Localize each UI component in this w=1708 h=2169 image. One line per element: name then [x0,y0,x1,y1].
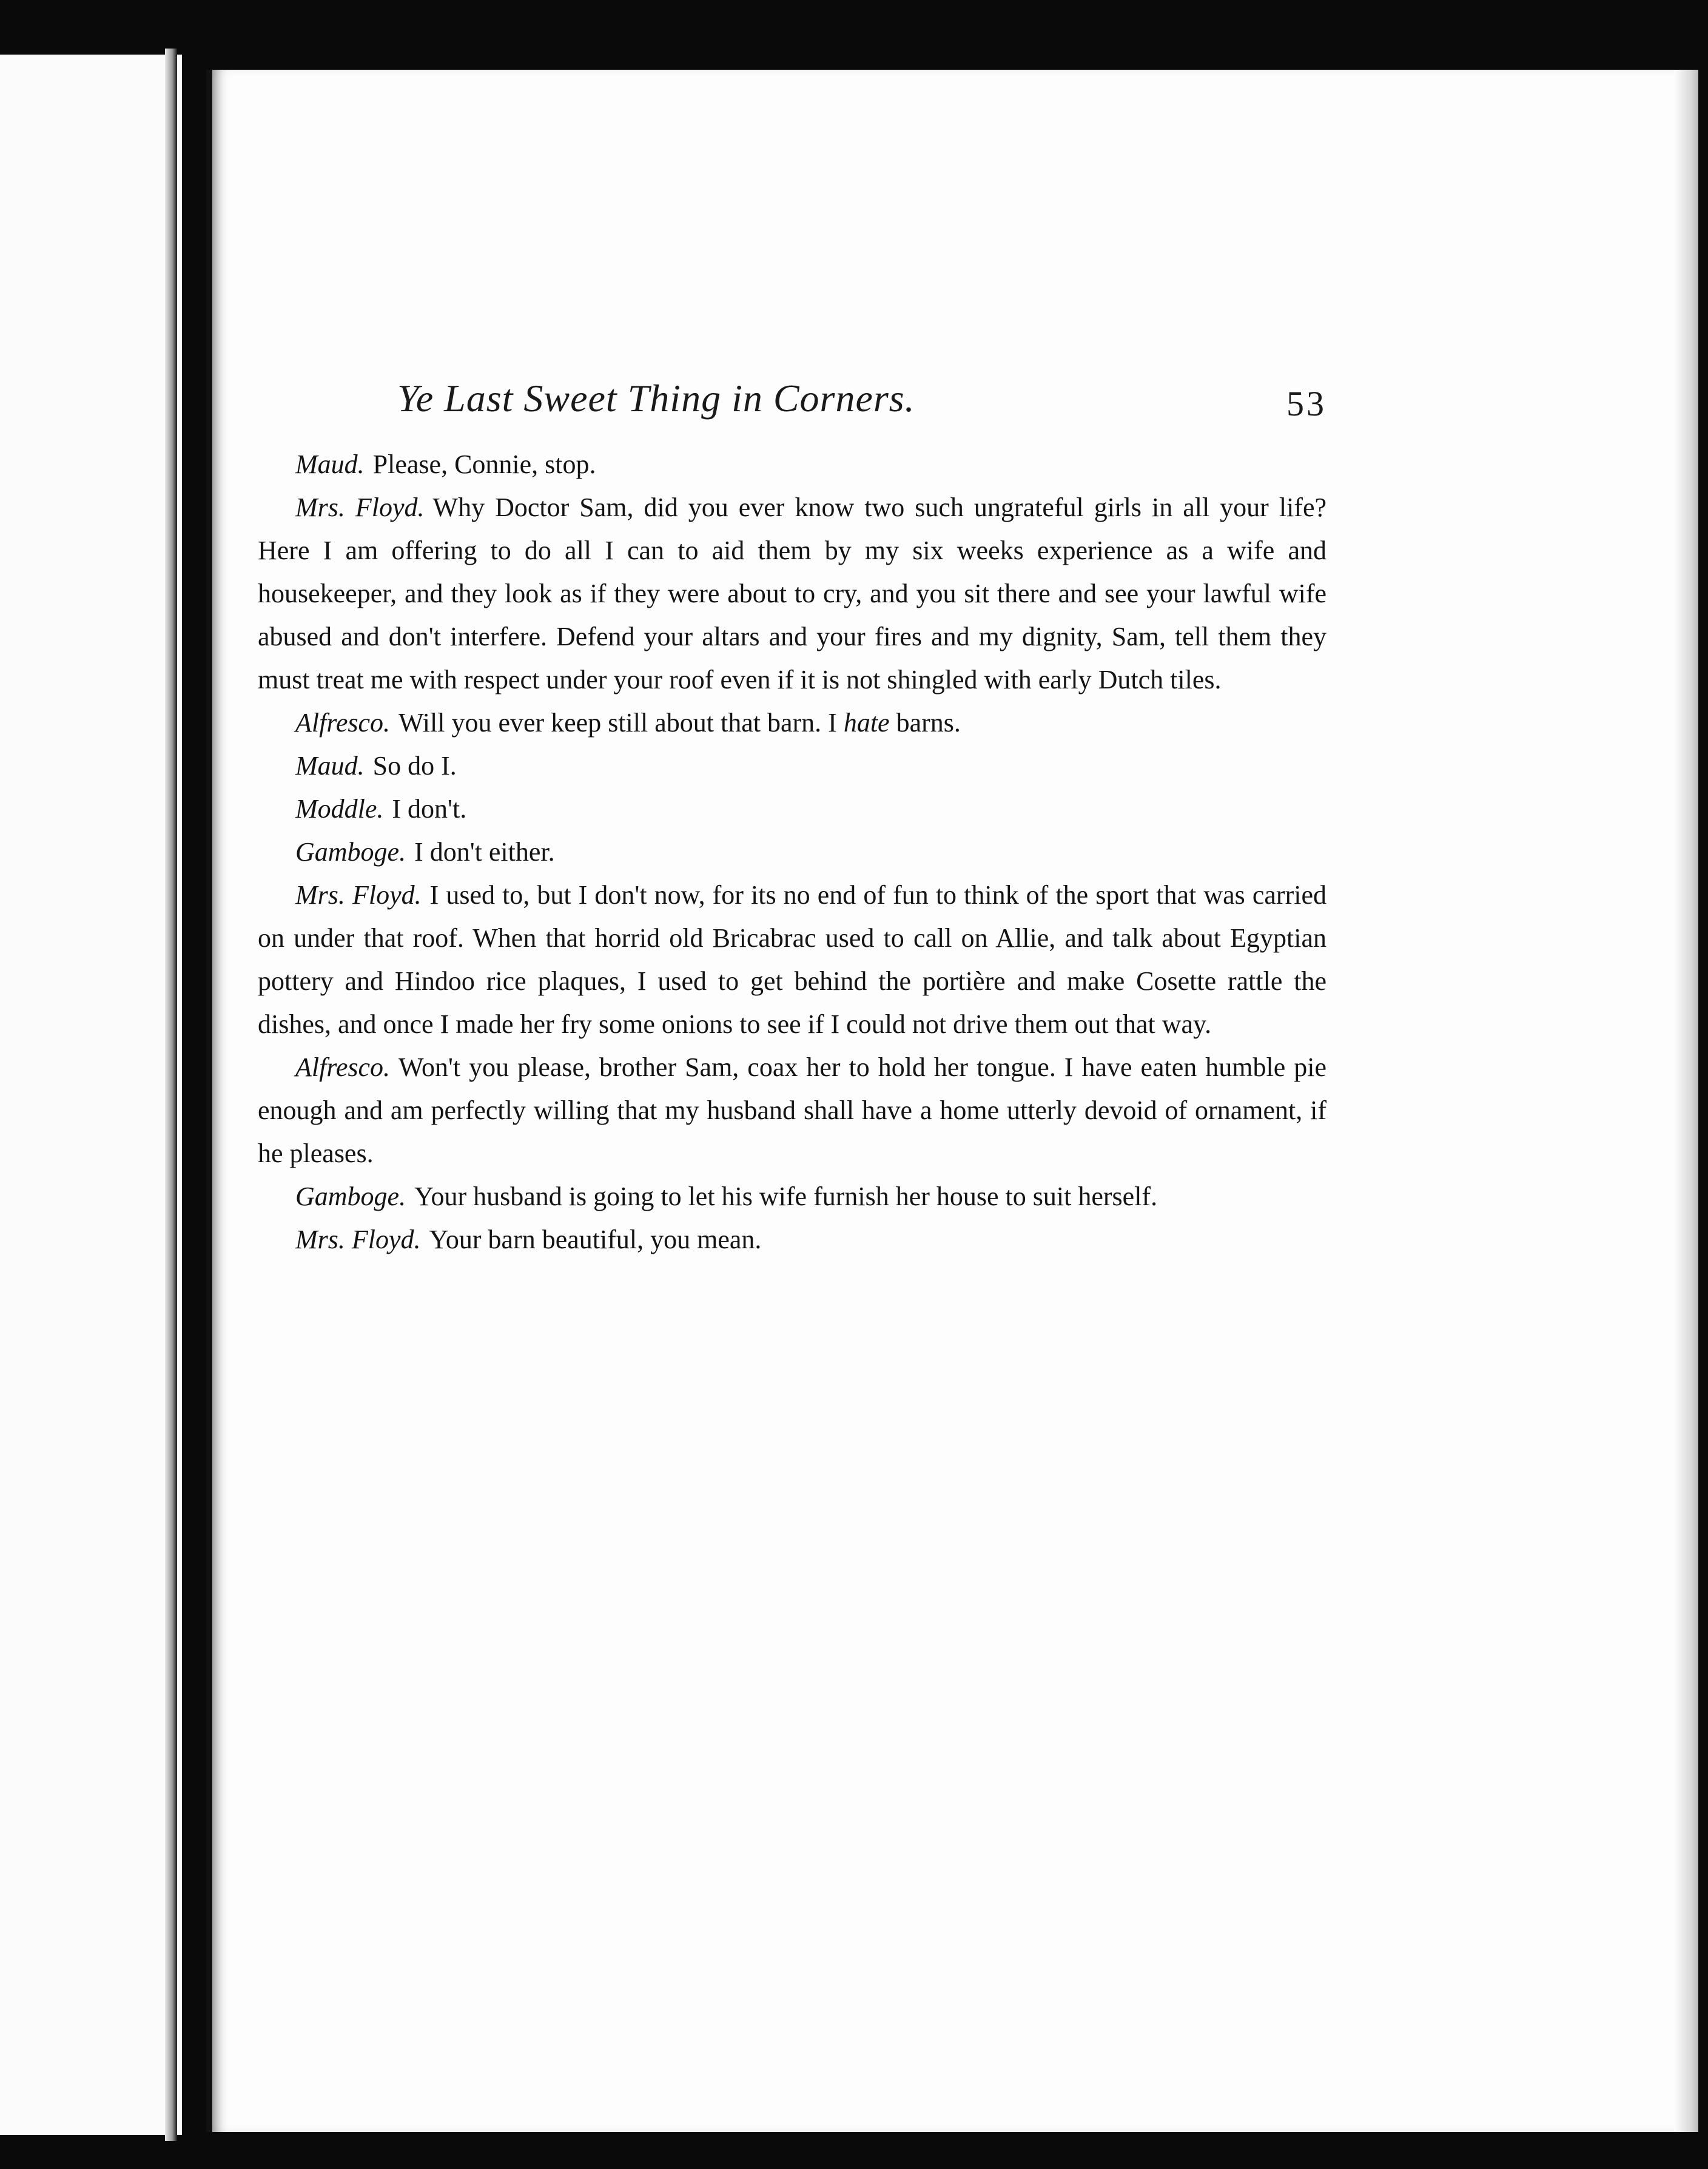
speech-text: I used to, but I don't now, for its no end of fun to think of the sport that was carried on under that roof. When that horrid old Bricabrac used to call on Allie, and talk about Egyptian pottery and Hindoo rice plaques, I used to get behind the portière and make Cosette rattle the dishes, and once I made her fry some onions to see if I could not drive them out that way. [258,880,1326,1039]
speech-paragraph [258,443,1326,486]
speech-text: Why Doctor Sam, did you ever know two such ungrateful girls in all your life? Here I am offering to do all I can to aid them by my six weeks experience as a wife and housekeeper, and they look as if they were about to cry, and you sit there and see your lawful wife abused and don't interfere. Defend your altars and your fires and my dignity, Sam, tell them they must treat me with respect under your roof even if it is not shingled with early Dutch tiles. [258,493,1327,694]
page-gutter-shadow [165,49,177,2141]
running-head [258,376,1326,443]
speaker-name: Gamboge. [295,837,406,867]
speech-text: Your barn beautiful, you mean. [429,1225,762,1254]
speech-text: Won't you please, brother Sam, coax her to hold her tongue. I have eaten humble pie enough and am perfectly willing that my husband shall have a home utterly devoid of ornament, if he pleases. [258,1052,1326,1168]
speech-paragraph [258,1046,1326,1175]
speaker-name: Alfresco. [295,708,390,738]
facing-page-edge [0,55,182,2135]
running-title: Ye Last Sweet Thing in Corners. [397,377,915,420]
speaker-name: Mrs. Floyd. [295,1225,421,1254]
page-number: 53 [1286,384,1326,423]
speech-paragraph [258,744,1326,787]
page-outer-edge [1674,70,1698,2132]
speech-text: I don't. [392,794,467,824]
speaker-name: Moddle. [295,794,384,824]
speech-paragraph [258,787,1326,830]
speech-paragraph [258,873,1326,1046]
emphasized-word: hate [843,708,890,738]
speech-text: Will you ever keep still about that barn. I [398,708,837,738]
speech-text: Your husband is going to let his wife furnish her house to suit herself. [414,1182,1158,1211]
speaker-name: Alfresco. [295,1052,390,1082]
speech-text: Please, Connie, stop. [372,449,596,479]
speech-paragraph [258,701,1326,744]
speech-text: So do I. [372,751,457,781]
speaker-name: Maud. [295,449,365,479]
speech-text: I don't either. [414,837,555,867]
speaker-name: Gamboge. [295,1182,406,1211]
speech-text: barns. [896,708,961,738]
speech-paragraph [258,486,1326,701]
page-text-block [258,376,1326,1261]
speech-paragraph [258,830,1326,873]
speech-paragraph [258,1218,1326,1261]
speech-paragraph [258,1175,1326,1218]
speaker-name: Maud. [295,751,365,781]
speaker-name: Mrs. Floyd. [295,493,425,522]
speaker-name: Mrs. Floyd. [295,880,422,910]
